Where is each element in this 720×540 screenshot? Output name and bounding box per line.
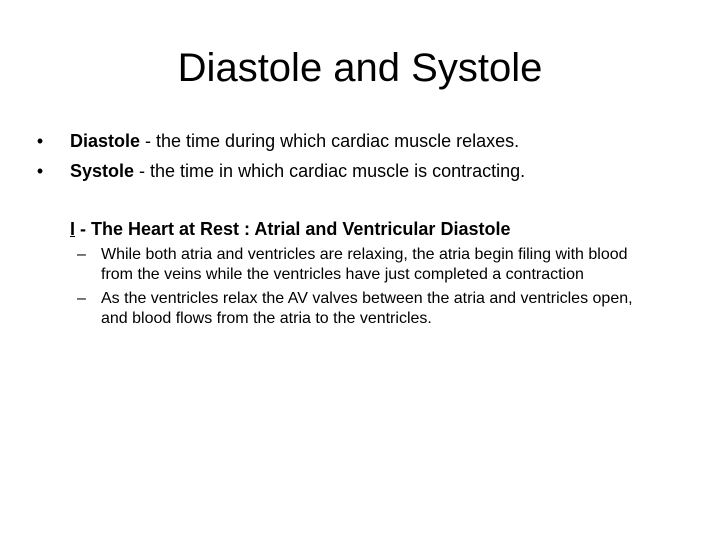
definition-systole: - the time in which cardiac muscle is contracting.	[134, 161, 526, 181]
term-systole: Systole	[70, 161, 135, 181]
section-heart-at-rest	[70, 216, 710, 329]
definition-diastole: - the time during which cardiac muscle relaxes.	[140, 131, 520, 151]
section-heading	[70, 216, 710, 242]
sub-point-list	[70, 245, 710, 329]
sub-point	[70, 289, 661, 329]
sub-point	[70, 245, 661, 285]
bullet-marker: •	[36, 131, 44, 151]
section-heading-text: - The Heart at Rest : Atrial and Ventricular Diastole	[75, 219, 511, 239]
bullet-list	[30, 126, 710, 186]
sub-point-text: While both atria and ventricles are relaxing, the atria begin filing with blood from the veins while the ventricles have just completed a contraction	[101, 246, 628, 283]
sub-point-text: As the ventricles relax the AV valves between the atria and ventricles open, and blood flows from the atria to the ventricles.	[101, 290, 633, 327]
slide-title: Diastole and Systole	[177, 46, 543, 90]
dash-marker: –	[77, 246, 86, 263]
section-numeral: I	[70, 219, 76, 239]
bullet-marker: •	[36, 161, 44, 181]
dash-marker: –	[77, 290, 86, 307]
bullet-diastole	[30, 126, 710, 156]
bullet-systole	[30, 156, 710, 186]
term-diastole: Diastole	[70, 131, 141, 151]
